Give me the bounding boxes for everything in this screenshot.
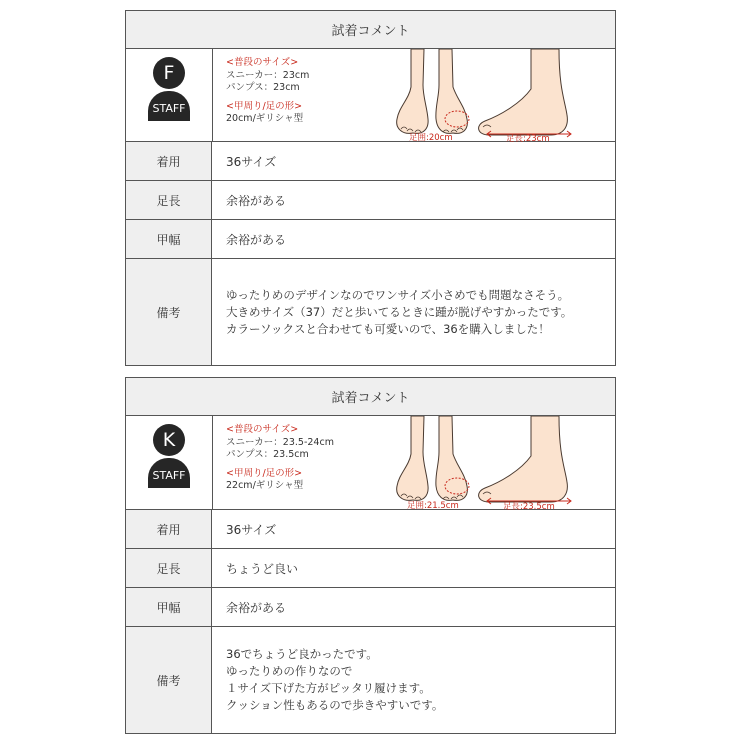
row-worn-size: [126, 510, 615, 549]
card-title: 試着コメント: [126, 378, 615, 416]
row-label: 備考: [126, 259, 212, 365]
staff-initial: K: [153, 424, 185, 456]
foot-circumference-label: 足囲:20cm: [409, 133, 453, 143]
row-worn-size: [126, 142, 615, 181]
instep-heading: <甲周り/足の形>: [226, 100, 303, 112]
foot-circumference-label: 足囲:21.5cm: [407, 501, 459, 511]
row-label: 着用: [126, 510, 212, 548]
staff-foot-info: [226, 424, 334, 493]
staff-badge-cell: [126, 49, 213, 141]
foot-length-label: 足長:23cm: [506, 134, 550, 144]
row-value: ちょうど良い: [226, 561, 299, 576]
row-foot-length: [126, 181, 615, 220]
row-label: 甲幅: [126, 220, 212, 258]
staff-badge: [148, 424, 190, 500]
fitting-comment-card-1: [125, 10, 616, 366]
row-instep-width: [126, 588, 615, 627]
instep-value: 20cm/ギリシャ型: [226, 113, 304, 124]
fitting-comment-card-2: [125, 377, 616, 734]
staff-label: STAFF: [148, 458, 190, 488]
staff-foot-info: [226, 57, 309, 126]
sneaker-size: スニーカー：23cm: [226, 69, 310, 81]
instep-value: 22cm/ギリシャ型: [226, 480, 304, 491]
staff-badge-cell: [126, 416, 213, 509]
row-remarks: [126, 627, 615, 733]
instep-heading: <甲周り/足の形>: [226, 467, 303, 479]
staff-initial: F: [153, 57, 185, 89]
row-label: 備考: [126, 627, 212, 733]
feet-illustration: [391, 416, 581, 512]
row-label: 足長: [126, 549, 212, 587]
card-title: 試着コメント: [126, 11, 615, 49]
row-value: 36サイズ: [226, 154, 277, 169]
feet-illustration: [391, 49, 581, 144]
foot-length-label: 足長:23.5cm: [503, 502, 555, 512]
staff-badge: [148, 57, 190, 133]
row-foot-length: [126, 549, 615, 588]
sneaker-size: スニーカー：23.5-24cm: [226, 436, 334, 448]
pumps-size: パンプス：23cm: [226, 82, 300, 93]
usual-size-heading: <普段のサイズ>: [226, 57, 299, 68]
row-value: 余裕がある: [226, 600, 287, 615]
row-label: 足長: [126, 181, 212, 219]
staff-profile: [126, 49, 615, 142]
usual-size-heading: <普段のサイズ>: [226, 424, 299, 435]
row-label: 着用: [126, 142, 212, 180]
row-remarks: [126, 259, 615, 365]
staff-label: STAFF: [148, 91, 190, 121]
row-value: 36でちょうど良かったです。 ゆったりめの作りなので １サイズ下げた方がピッタリ履けます。 クッション性もあるので歩きやすいです。: [226, 647, 444, 712]
pumps-size: パンプス：23.5cm: [226, 449, 309, 460]
staff-profile: [126, 416, 615, 510]
row-value: 36サイズ: [226, 522, 277, 537]
row-value: 余裕がある: [226, 193, 287, 208]
row-value: 余裕がある: [226, 232, 287, 247]
row-instep-width: [126, 220, 615, 259]
row-label: 甲幅: [126, 588, 212, 626]
row-value: ゆったりめのデザインなのでワンサイズ小さめでも問題なさそう。 大きめサイズ（37）だと歩いてるときに踵が脱げやすかったです。 カラーソックスと合わせても可愛いので、36を購入しました！: [226, 287, 573, 336]
